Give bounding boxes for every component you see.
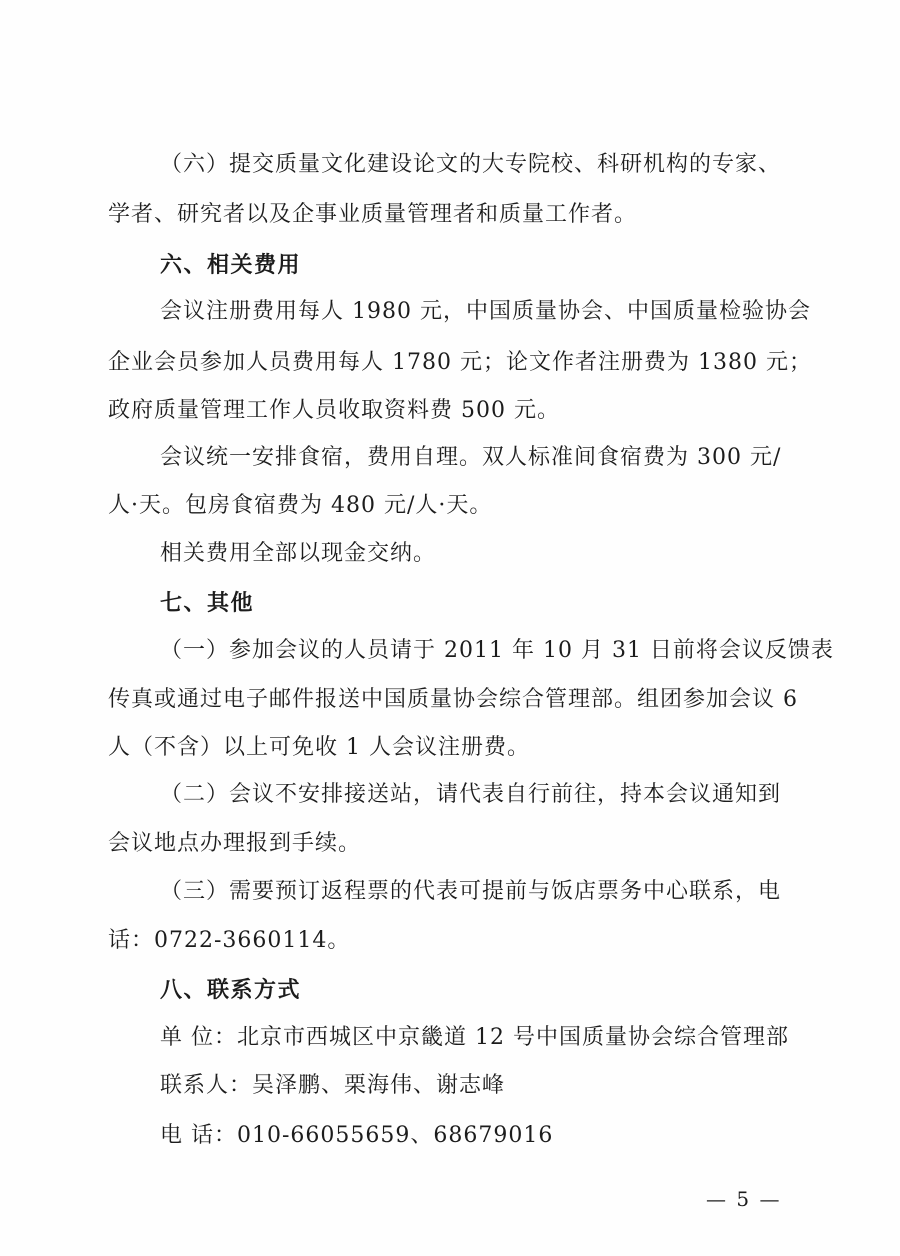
paragraph-line: 相关费用全部以现金交纳。 [160,541,437,566]
page-number: — 5 — [706,1187,782,1211]
contact-unit: 单 位：北京市西城区中京畿道 12 号中国质量协会综合管理部 [160,1025,789,1050]
paragraph-line: 会议统一安排食宿，费用自理。双人标准间食宿费为 300 元/ [160,445,782,470]
paragraph-line: 话：0722-3660114。 [108,928,351,953]
paragraph-line: （一）参加会议的人员请于 2011 年 10 月 31 日前将会议反馈表 [160,638,834,663]
section-heading-fees: 六、相关费用 [160,252,302,278]
contact-phone: 电 话：010-66055659、68679016 [160,1123,554,1148]
paragraph-line: 人·天。包房食宿费为 480 元/人·天。 [108,493,493,518]
paragraph-line: （三）需要预订返程票的代表可提前与饭店票务中心联系，电 [160,879,782,904]
paragraph-line: 会议注册费用每人 1980 元，中国质量协会、中国质量检验协会 [160,299,811,324]
section-heading-contact: 八、联系方式 [160,977,302,1003]
contact-persons: 联系人：吴泽鹏、栗海伟、谢志峰 [160,1073,506,1098]
paragraph-line: 传真或通过电子邮件报送中国质量协会综合管理部。组团参加会议 6 [108,687,798,712]
paragraph-line: 会议地点办理报到手续。 [108,831,362,856]
paragraph-line: 企业会员参加人员费用每人 1780 元；论文作者注册费为 1380 元； [108,350,812,375]
paragraph-line: （六）提交质量文化建设论文的大专院校、科研机构的专家、 [160,152,782,177]
paragraph-line: 学者、研究者以及企事业质量管理者和质量工作者。 [108,202,638,227]
paragraph-line: （二）会议不安排接送站，请代表自行前往，持本会议通知到 [160,782,782,807]
paragraph-line: 政府质量管理工作人员收取资料费 500 元。 [108,398,560,423]
section-heading-other: 七、其他 [160,590,255,616]
paragraph-line: 人（不含）以上可免收 1 人会议注册费。 [108,735,530,760]
